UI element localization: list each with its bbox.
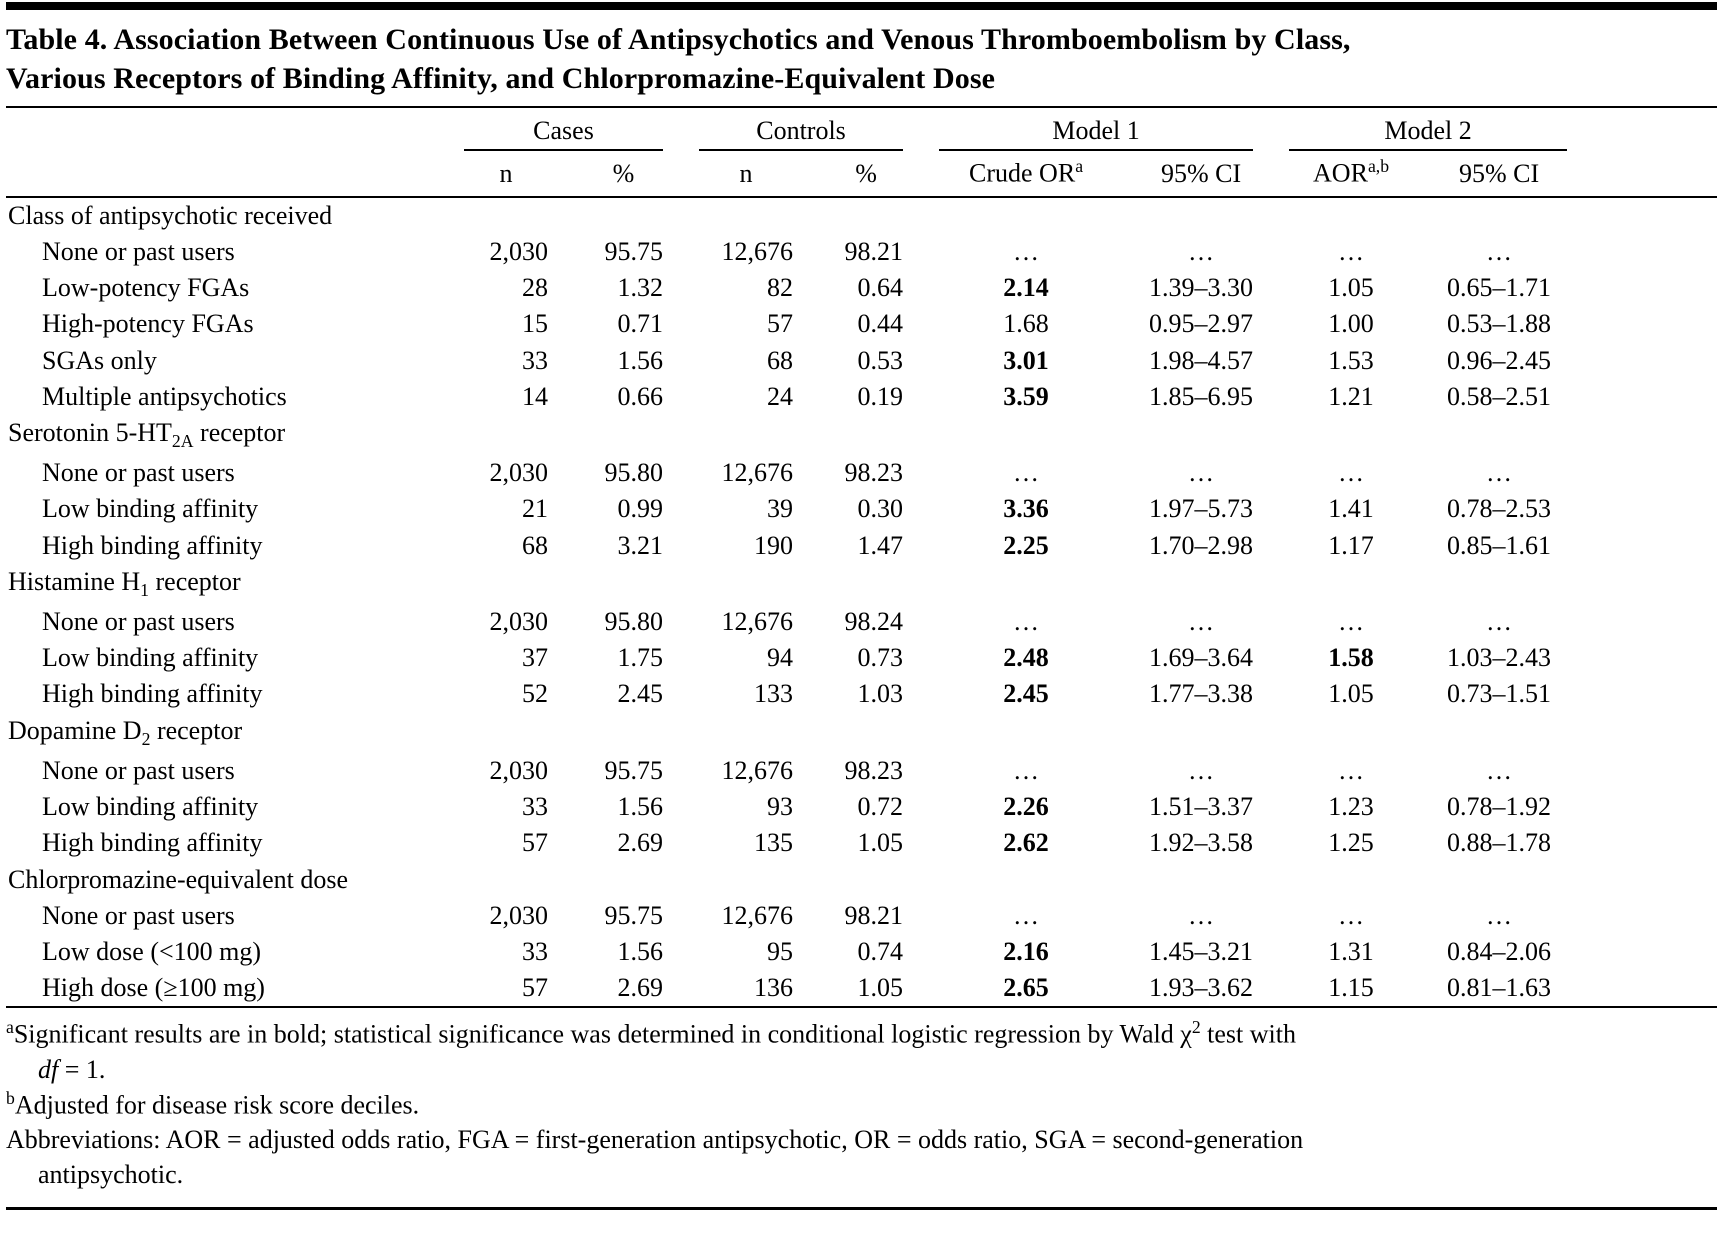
table-title-line-2: Various Receptors of Binding Affinity, and Chlorpromazine-Equivalent Dose [6, 62, 996, 95]
col-header-cases-pct: % [566, 151, 681, 197]
cell-cases-pct: 0.66 [617, 381, 664, 411]
cell-aor: 1.05 [1328, 273, 1374, 303]
cell-cases-pct: 2.45 [617, 679, 664, 709]
cell-cases-n: 57 [522, 828, 548, 858]
cell-model1-ci: … [1188, 606, 1215, 636]
footnote-line: $^a$Significant results are in bold; statistical significance was determined in conditional logistic regression by Wald $\chi^2$ test with [6, 1017, 1297, 1050]
section-label: Dopamine $D_2$ receptor [8, 715, 243, 749]
cell-cases-pct: 95.75 [604, 900, 664, 930]
group-header-cases [446, 107, 681, 151]
cell-controls-pct: 1.03 [857, 679, 904, 709]
cell-crude-or: 1.68 [1003, 309, 1049, 339]
cell-model1-ci: 1.98–4.57 [1149, 345, 1254, 375]
cell-model1-ci: 1.77–3.38 [1149, 679, 1254, 709]
cell-aor: … [1338, 236, 1365, 266]
row-label: None or past users [42, 458, 235, 488]
cell-controls-n: 94 [767, 643, 794, 673]
cell-model1-ci: … [1188, 900, 1215, 930]
cell-model2-ci: 0.96–2.45 [1447, 345, 1552, 375]
cell-cases-n: 33 [522, 792, 548, 822]
row-label: None or past users [42, 606, 235, 636]
cell-aor: … [1338, 755, 1365, 785]
cell-aor: 1.17 [1328, 530, 1374, 560]
table-row [6, 970, 1717, 1007]
cell-cases-n: 33 [522, 936, 548, 966]
cell-controls-pct: 0.73 [857, 643, 904, 673]
footnote-3 [6, 1123, 1715, 1192]
cell-controls-n: 12,676 [721, 236, 794, 266]
table-title-line-1: Table 4. Association Between Continuous Use of Antipsychotics and Venous Thromboembolism by Class, [6, 23, 1351, 56]
cell-controls-n: 190 [754, 530, 794, 560]
cell-model1-ci: … [1188, 236, 1215, 266]
cell-controls-n: 39 [767, 494, 794, 524]
cell-controls-n: 95 [767, 936, 794, 966]
section-row [6, 862, 1717, 898]
cell-cases-pct: 0.99 [617, 494, 664, 524]
row-label: High-potency FGAs [42, 309, 254, 339]
group-header-controls [681, 107, 921, 151]
cell-controls-n: 12,676 [721, 458, 794, 488]
cell-cases-pct: 1.56 [617, 345, 664, 375]
table-row [6, 789, 1717, 825]
cell-model2-ci: 0.58–2.51 [1447, 381, 1552, 411]
col-header-controls-pct: % [811, 151, 921, 197]
cell-cases-n: 33 [522, 345, 548, 375]
corner-spacer-2 [6, 151, 446, 197]
group-header-model2 [1271, 107, 1717, 151]
cell-controls-pct: 98.23 [844, 458, 904, 488]
cell-controls-pct: 0.44 [857, 309, 904, 339]
cell-cases-n: 14 [522, 381, 548, 411]
cell-model2-ci: … [1486, 900, 1513, 930]
cell-cases-n: 15 [522, 309, 548, 339]
cell-cases-pct: 3.21 [617, 530, 664, 560]
cell-controls-pct: 0.53 [857, 345, 904, 375]
cell-crude-or: 2.45 [1003, 679, 1049, 709]
cell-controls-pct: 98.21 [844, 900, 904, 930]
cell-cases-n: 2,030 [489, 900, 548, 930]
table-row [6, 825, 1717, 861]
cell-aor: 1.31 [1328, 936, 1374, 966]
cell-crude-or: 2.65 [1003, 973, 1049, 1003]
cell-cases-n: 68 [522, 530, 548, 560]
footnotes [6, 1008, 1717, 1196]
row-label: SGAs only [42, 345, 157, 375]
cell-crude-or: 3.59 [1003, 381, 1049, 411]
cell-model1-ci: 1.92–3.58 [1149, 828, 1254, 858]
top-rule [6, 2, 1717, 10]
cell-crude-or: 2.25 [1003, 530, 1049, 560]
cell-controls-n: 24 [767, 381, 794, 411]
cell-model2-ci: 0.65–1.71 [1447, 273, 1552, 303]
cell-model1-ci: 1.85–6.95 [1149, 381, 1254, 411]
bottom-rule [6, 1207, 1717, 1210]
cell-model2-ci: 0.85–1.61 [1447, 530, 1552, 560]
group-label-model1: Model 1 [939, 116, 1253, 151]
cell-model1-ci: 1.97–5.73 [1149, 494, 1254, 524]
cell-controls-pct: 98.24 [844, 606, 904, 636]
cell-aor: 1.53 [1328, 345, 1374, 375]
cell-model2-ci: 0.73–1.51 [1447, 679, 1552, 709]
cell-cases-n: 2,030 [489, 236, 548, 266]
cell-aor: 1.21 [1328, 381, 1374, 411]
cell-cases-pct: 95.75 [604, 236, 664, 266]
cell-aor: 1.00 [1328, 309, 1374, 339]
cell-aor: 1.15 [1328, 973, 1374, 1003]
table-row [6, 306, 1717, 342]
table-row [6, 934, 1717, 970]
cell-controls-pct: 1.05 [857, 973, 904, 1003]
cell-crude-or: 2.62 [1003, 828, 1049, 858]
cell-cases-pct: 2.69 [617, 828, 664, 858]
cell-controls-n: 12,676 [721, 900, 794, 930]
section-row [6, 415, 1717, 455]
cell-cases-n: 2,030 [489, 458, 548, 488]
cell-crude-or: 2.48 [1003, 643, 1049, 673]
cell-model2-ci: 0.88–1.78 [1447, 828, 1552, 858]
cell-controls-n: 135 [754, 828, 794, 858]
cell-crude-or: … [1013, 900, 1040, 930]
cell-crude-or: … [1013, 236, 1040, 266]
table-row [6, 604, 1717, 640]
col-header-controls-n: n [681, 151, 811, 197]
table-row [6, 676, 1717, 712]
cell-controls-pct: 0.64 [857, 273, 904, 303]
col-header-cases-n: n [446, 151, 566, 197]
group-label-cases: Cases [464, 116, 663, 151]
section-label: Class of antipsychotic received [8, 200, 333, 230]
cell-crude-or: 3.01 [1003, 345, 1049, 375]
row-label: High binding affinity [42, 828, 263, 858]
row-label: Low-potency FGAs [42, 273, 250, 303]
cell-aor: … [1338, 900, 1365, 930]
table-row [6, 455, 1717, 491]
cell-controls-n: 136 [754, 973, 794, 1003]
cell-model2-ci: … [1486, 458, 1513, 488]
cell-aor: 1.41 [1328, 494, 1374, 524]
cell-model2-ci: 0.78–1.92 [1447, 792, 1552, 822]
cell-controls-n: 133 [754, 679, 794, 709]
row-label: None or past users [42, 755, 235, 785]
cell-cases-pct: 1.32 [617, 273, 664, 303]
cell-crude-or: 2.16 [1003, 936, 1049, 966]
cell-aor: 1.05 [1328, 679, 1374, 709]
cell-aor: 1.58 [1328, 643, 1374, 673]
group-label-controls: Controls [699, 116, 903, 151]
cell-controls-pct: 98.23 [844, 755, 904, 785]
cell-crude-or: … [1013, 458, 1040, 488]
cell-controls-pct: 0.19 [857, 381, 904, 411]
table-row [6, 270, 1717, 306]
cell-model1-ci: 1.39–3.30 [1149, 273, 1254, 303]
cell-cases-pct: 1.56 [617, 792, 664, 822]
cell-aor: 1.25 [1328, 828, 1374, 858]
cell-model1-ci: 0.95–2.97 [1149, 309, 1254, 339]
column-header-row [6, 151, 1717, 197]
cell-cases-pct: 95.75 [604, 755, 664, 785]
cell-model2-ci: 0.78–2.53 [1447, 494, 1552, 524]
group-label-model2: Model 2 [1289, 116, 1567, 151]
cell-controls-pct: 98.21 [844, 236, 904, 266]
footnote-line: antipsychotic. [38, 1160, 184, 1190]
cell-model2-ci: … [1486, 606, 1513, 636]
cell-model1-ci: 1.93–3.62 [1149, 973, 1254, 1003]
section-label: Histamine $H_1$ receptor [8, 566, 241, 601]
row-label: Multiple antipsychotics [42, 381, 287, 411]
cell-cases-pct: 2.69 [617, 973, 664, 1003]
cell-model1-ci: 1.45–3.21 [1149, 936, 1254, 966]
footnote-2 [6, 1087, 1715, 1123]
cell-cases-n: 21 [522, 494, 548, 524]
cell-controls-n: 12,676 [721, 755, 794, 785]
row-label: Low binding affinity [42, 643, 259, 673]
cell-controls-pct: 0.72 [857, 792, 904, 822]
results-table [6, 106, 1717, 1008]
table-row [6, 528, 1717, 564]
cell-aor: … [1338, 458, 1365, 488]
cell-crude-or: 3.36 [1003, 494, 1049, 524]
cell-cases-n: 28 [522, 273, 548, 303]
row-label: Low binding affinity [42, 494, 259, 524]
row-label: Low dose (<100 mg) [42, 936, 262, 966]
cell-crude-or: 2.14 [1003, 273, 1049, 303]
cell-model1-ci: … [1188, 458, 1215, 488]
row-label: Low binding affinity [42, 792, 259, 822]
cell-model2-ci: 1.03–2.43 [1447, 643, 1552, 673]
cell-model2-ci: … [1486, 755, 1513, 785]
table-row [6, 753, 1717, 789]
cell-controls-n: 93 [767, 792, 794, 822]
section-label: Chlorpromazine-equivalent dose [8, 864, 349, 894]
cell-cases-pct: 0.71 [617, 309, 664, 339]
cell-model1-ci: … [1188, 755, 1215, 785]
footnote-line: df = 1. [38, 1054, 106, 1084]
section-row [6, 713, 1717, 753]
table-row [6, 491, 1717, 527]
cell-model1-ci: 1.70–2.98 [1149, 530, 1254, 560]
table-head [6, 107, 1717, 197]
row-label: None or past users [42, 236, 235, 266]
col-header-model2-ci: 95% CI [1431, 151, 1717, 197]
cell-controls-pct: 1.05 [857, 828, 904, 858]
row-label: High dose (≥100 mg) [42, 973, 265, 1003]
cell-cases-n: 52 [522, 679, 548, 709]
cell-cases-n: 2,030 [489, 606, 548, 636]
col-header-aor: AOR$^{a,b}$ [1271, 151, 1431, 197]
cell-model2-ci: 0.81–1.63 [1447, 973, 1552, 1003]
cell-aor: 1.23 [1328, 792, 1374, 822]
cell-cases-pct: 95.80 [604, 458, 664, 488]
table-row [6, 379, 1717, 415]
cell-model1-ci: 1.51–3.37 [1149, 792, 1254, 822]
table-row [6, 234, 1717, 270]
section-label: Serotonin $5-HT_{2A}$ receptor [8, 418, 286, 452]
section-row [6, 564, 1717, 604]
cell-controls-pct: 0.30 [857, 494, 904, 524]
cell-controls-n: 57 [767, 309, 794, 339]
cell-cases-pct: 95.80 [604, 606, 664, 636]
cell-cases-pct: 1.56 [617, 936, 664, 966]
row-label: High binding affinity [42, 530, 263, 560]
table-body [6, 197, 1717, 1008]
footnote-1 [6, 1016, 1715, 1087]
cell-controls-n: 12,676 [721, 606, 794, 636]
cell-model2-ci: 0.53–1.88 [1447, 309, 1552, 339]
group-header-model1 [921, 107, 1271, 151]
cell-crude-or: 2.26 [1003, 792, 1049, 822]
cell-controls-n: 68 [767, 345, 794, 375]
col-header-model1-ci: 95% CI [1131, 151, 1271, 197]
row-label: None or past users [42, 900, 235, 930]
cell-model2-ci: … [1486, 236, 1513, 266]
cell-cases-pct: 1.75 [617, 643, 664, 673]
cell-cases-n: 2,030 [489, 755, 548, 785]
table-title [6, 10, 1717, 106]
table-row [6, 343, 1717, 379]
corner-spacer [6, 107, 446, 151]
cell-aor: … [1338, 606, 1365, 636]
cell-crude-or: … [1013, 606, 1040, 636]
group-header-row [6, 107, 1717, 151]
section-row [6, 197, 1717, 234]
row-label: High binding affinity [42, 679, 263, 709]
cell-cases-n: 57 [522, 973, 548, 1003]
footnote-line: $^b$Adjusted for disease risk score deciles. [6, 1088, 420, 1120]
table-row [6, 640, 1717, 676]
col-header-crude-or: Crude $OR^a$ [921, 151, 1131, 197]
cell-crude-or: … [1013, 755, 1040, 785]
footnote-line: Abbreviations: AOR = adjusted odds ratio, FGA = first-generation antipsychotic, OR = odds ratio, SGA = second-generation [6, 1125, 1304, 1155]
cell-controls-pct: 0.74 [857, 936, 904, 966]
cell-model2-ci: 0.84–2.06 [1447, 936, 1552, 966]
cell-cases-n: 37 [522, 643, 548, 673]
cell-controls-pct: 1.47 [857, 530, 904, 560]
cell-model1-ci: 1.69–3.64 [1149, 643, 1254, 673]
cell-controls-n: 82 [767, 273, 794, 303]
table-row [6, 898, 1717, 934]
